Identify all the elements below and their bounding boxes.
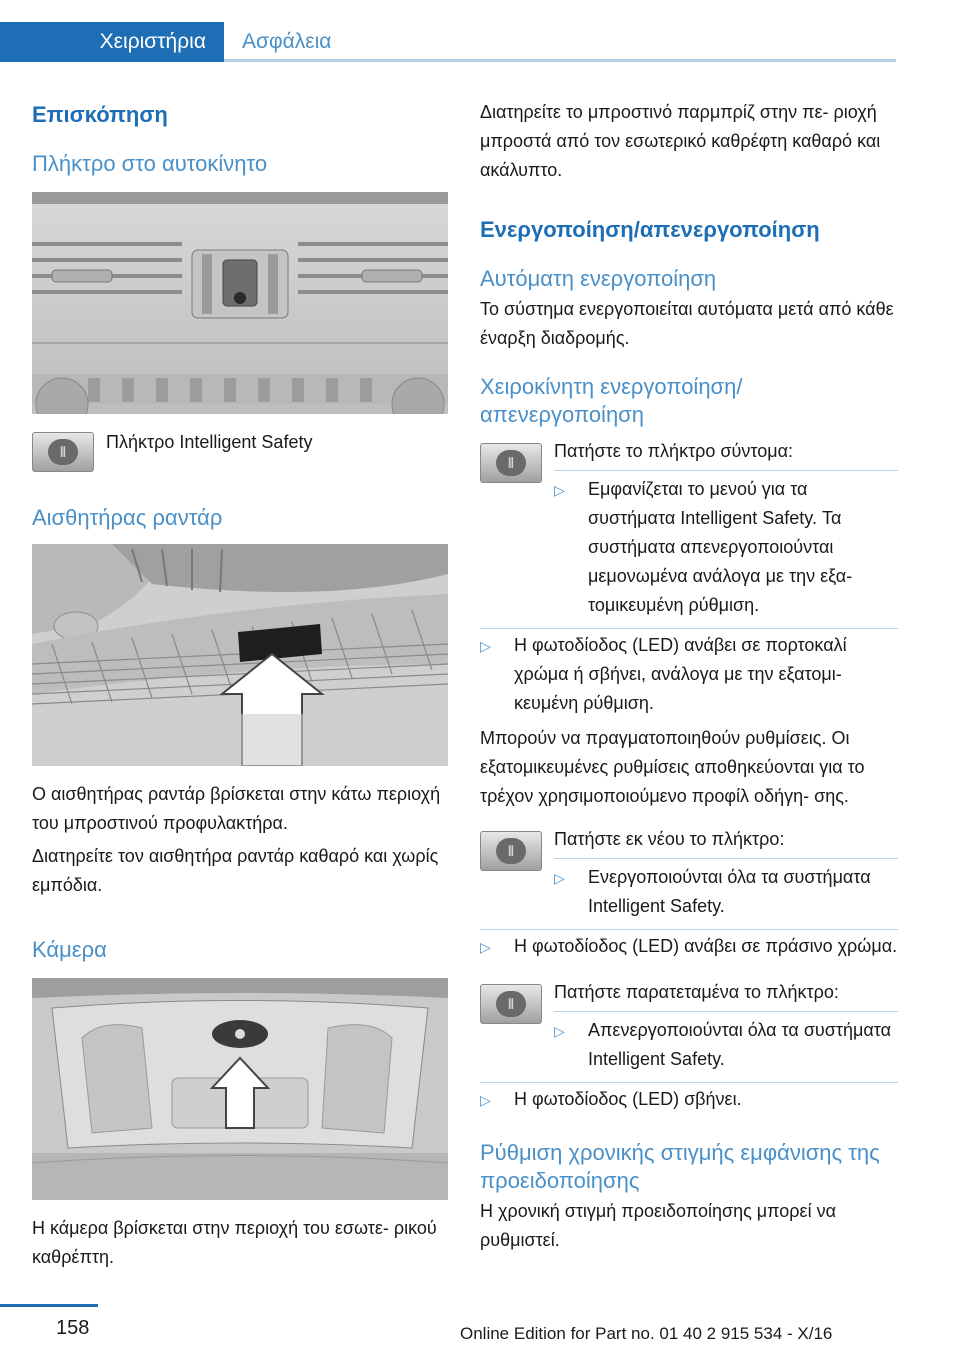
press-again-block: [480, 831, 898, 921]
windshield-paragraph: Διατηρείτε το μπροστινό παρμπρίζ στην πε‐ ριοχή μπροστά από τον εσωτερικό καθρέφτη καθαρό και ακάλυπτο.: [480, 102, 881, 180]
right-column: [480, 98, 898, 1255]
list-item: [554, 1016, 898, 1074]
list-item-text: Η φωτοδίοδος (LED) σβήνει.: [514, 1089, 742, 1109]
list-item-text: Η φωτοδίοδος (LED) ανάβει σε πράσινο χρώμα.: [514, 936, 898, 956]
settings-paragraph: Μπορούν να πραγματοποιηθούν ρυθμίσεις. Οι εξατομικευμένες ρυθμίσεις αποθηκεύονται για το τρέχον χρησιμοποιούμενο προφίλ οδήγη‐ σης.: [480, 728, 865, 806]
radar-sensor-photo: [32, 544, 448, 766]
camera-paragraph: Η κάμερα βρίσκεται στην περιοχή του εσωτε‐ ρικού καθρέπτη.: [32, 1218, 437, 1267]
intelligent-safety-button-icon: [32, 432, 94, 472]
press-long-block: [480, 984, 898, 1074]
divider: [480, 628, 898, 629]
footer-divider: [0, 1304, 98, 1307]
page-number: 158: [56, 1317, 90, 1339]
divider: [480, 929, 898, 930]
page-header: [0, 0, 960, 62]
press-short-block: [480, 443, 898, 620]
list-item-text: Απενεργοποιούνται όλα τα συστήματα Intelligent Safety.: [588, 1020, 892, 1069]
warning-timing-paragraph: Η χρονική στιγμή προειδοποίησης μπορεί να ρυθμιστεί.: [480, 1201, 836, 1250]
heading-button-in-car: Πλήκτρο στο αυτοκίνητο: [32, 151, 268, 176]
heading-warning-timing: Ρύθμιση χρονικής στιγμής εμφάνισης της προειδοποίησης: [480, 1140, 880, 1193]
button-glyph-icon: ⦀: [59, 443, 67, 460]
list-item: [554, 475, 898, 620]
left-column: [32, 100, 450, 1272]
list-item-text: Εμφανίζεται το μενού για τα συστήματα Intelligent Safety. Τα συστήματα απενεργοποιούνται μεμονωμένα ανάλογα με την εξα‐ τομικευμένη ρύθμιση.: [588, 479, 853, 615]
tab-controls-label: Χειριστήρια: [99, 30, 206, 53]
edition-text: Online Edition for Part no. 01 40 2 915 534 - X/16: [460, 1324, 833, 1343]
button-caption: Πλήκτρο Intelligent Safety: [106, 432, 313, 452]
press-again-text: Πατήστε εκ νέου το πλήκτρο:: [554, 829, 785, 849]
button-glyph-icon: ⦀: [507, 842, 515, 859]
divider: [554, 1011, 898, 1012]
heading-activation-deactivation: Ενεργοποίηση/απενεργοποίηση: [480, 217, 820, 242]
list-item: [480, 1085, 898, 1115]
button-glyph-icon: ⦀: [507, 995, 515, 1012]
press-short-text: Πατήστε το πλήκτρο σύντομα:: [554, 441, 794, 461]
list-item-text: Η φωτοδίοδος (LED) ανάβει σε πορτοκαλί χρώμα ή σβήνει, ανάλογα με την εξατομι‐ κευμένη ρύθμιση.: [514, 635, 847, 713]
heading-overview: Επισκόπηση: [32, 102, 168, 127]
tab-safety-label: Ασφάλεια: [242, 30, 332, 53]
radar-paragraph-keep-clean: Διατηρείτε τον αισθητήρα ραντάρ καθαρό και χωρίς εμπόδια.: [32, 846, 439, 895]
bullet-triangle-icon: ▷: [480, 1092, 491, 1108]
bullet-triangle-icon: ▷: [554, 482, 565, 498]
intelligent-safety-button-icon: [480, 443, 542, 483]
automatic-activation-paragraph: Το σύστημα ενεργοποιείται αυτόματα μετά από κάθε έναρξη διαδρομής.: [480, 299, 894, 348]
intelligent-safety-button-row: [32, 432, 450, 472]
dashboard-photo: [32, 192, 448, 414]
button-glyph-icon: ⦀: [507, 454, 515, 471]
header-divider: [224, 59, 896, 62]
list-item: [480, 631, 898, 718]
tab-safety[interactable]: [224, 22, 331, 62]
bullet-triangle-icon: ▷: [480, 638, 491, 654]
divider: [554, 858, 898, 859]
heading-radar-sensor: Αισθητήρας ραντάρ: [32, 505, 223, 530]
divider: [480, 1082, 898, 1083]
list-item-text: Ενεργοποιούνται όλα τα συστήματα Intelligent Safety.: [588, 867, 871, 916]
intelligent-safety-button-icon: [480, 984, 542, 1024]
bullet-triangle-icon: ▷: [554, 870, 565, 886]
camera-photo: [32, 978, 448, 1200]
divider: [554, 470, 898, 471]
bullet-triangle-icon: ▷: [554, 1023, 565, 1039]
press-long-text: Πατήστε παρατεταμένα το πλήκτρο:: [554, 982, 839, 1002]
intelligent-safety-button-icon: [480, 831, 542, 871]
list-item: [480, 932, 898, 962]
list-item: [554, 863, 898, 921]
heading-automatic-activation: Αυτόματη ενεργοποίηση: [480, 266, 717, 291]
tab-controls[interactable]: [0, 22, 224, 62]
bullet-triangle-icon: ▷: [480, 939, 491, 955]
heading-camera: Κάμερα: [32, 937, 107, 962]
radar-paragraph-location: Ο αισθητήρας ραντάρ βρίσκεται στην κάτω περιοχή του μπροστινού προφυλακτήρα.: [32, 784, 441, 833]
heading-manual-activation: Χειροκίνητη ενεργοποίηση/ απενεργοποίηση: [480, 374, 743, 427]
